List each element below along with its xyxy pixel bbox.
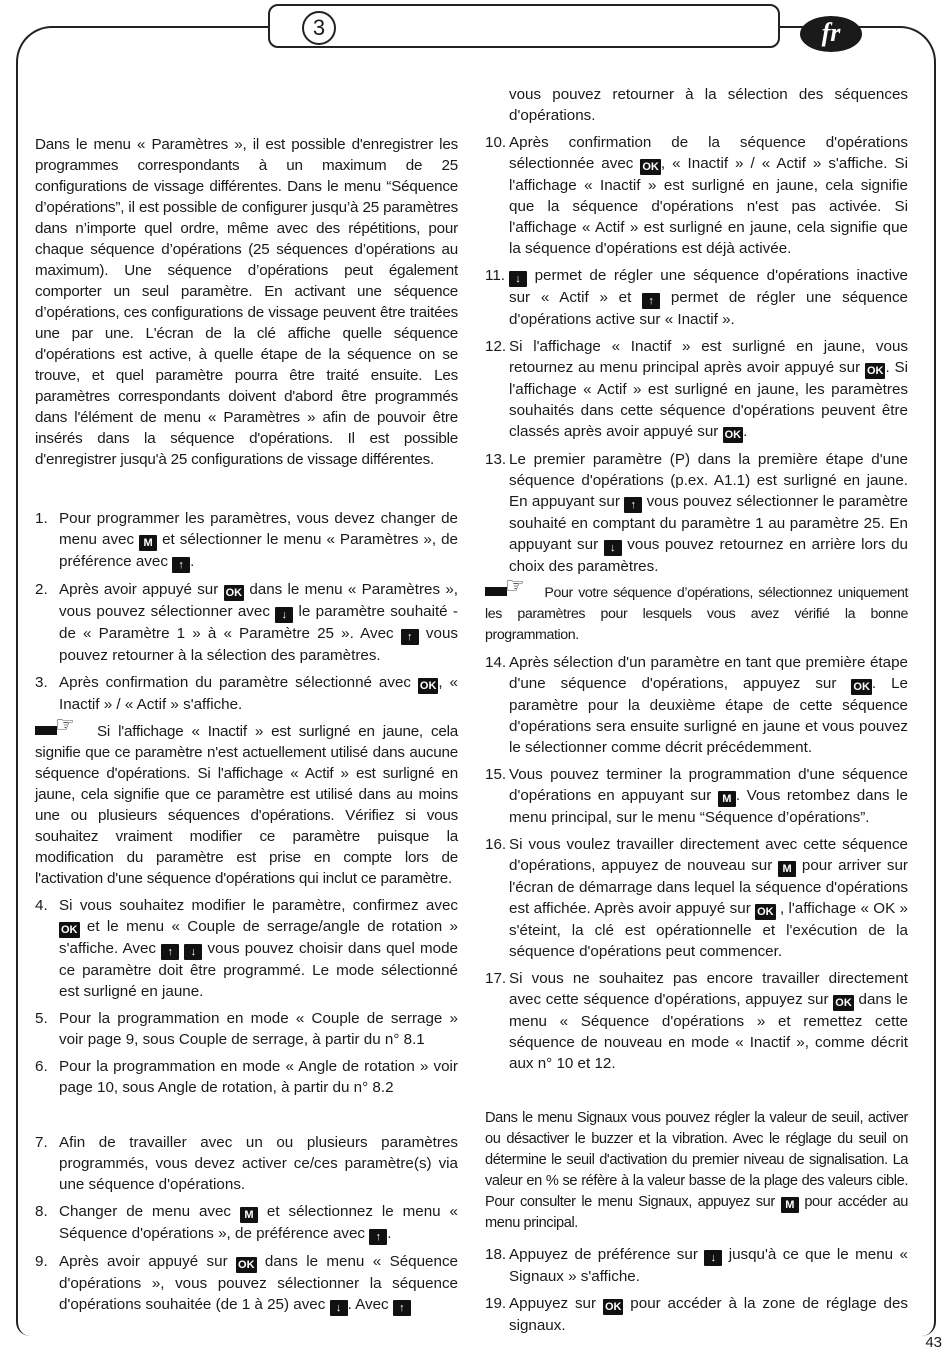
list-item: 16. Si vous voulez travailler directement avec cette séquence d'opérations, appuyez de nouveau sur M pour arriver sur l'écran de démarrage dans lequel la séquence d'opérations est affichée. Après avoir appuyé sur OK , l'affichage « OK » s'éteint, la clé est opérationnelle et l'exécution de la séquence d'opérations peut commencer. — [485, 836, 908, 960]
list-item: 11. ↓ permet de régler une séquence d'opérations inactive sur « Actif » et ↑ permet de régler une séquence d'opérations active sur « Inactif ». — [485, 267, 908, 328]
list-item: 12. Si l'affichage « Inactif » est surligné en jaune, vous retournez au menu principal après avoir appuyé sur OK . Si l'affichage « Actif » est surligné en jaune, les paramètres souhaités dans cette séquence d'opérations peuvent être classés après avoir appuyé sur OK . — [485, 338, 908, 441]
ok-key-icon: OK — [642, 161, 659, 173]
list-item: 2. Après avoir appuyé sur OK dans le menu « Paramètres », vous pouvez sélectionner avec ↓ le paramètre souhaité - de « Paramètre 1 » à « Paramètre 25 ». Avec ↑ vous pouvez retourner à la sélection des paramètres. — [35, 581, 459, 664]
intro-paragraph: Dans le menu « Paramètres », il est possible d'enregistrer les programmes correspondants à un maximum de 25 configurations de vissage différentes. Dans le menu “Séquence d’opérations”, il est possible de configurer jusqu’à 25 paramètres dans n’importe quel ordre, même avec des répétitions, pour chaque séquence d’opérations (25 séquences d’opérations au maximum). Une séquence d’opérations peut également comporter un seul paramètre. En activant une séquence d’opérations, ces configurations de vissage peuvent être traitées une par une. L'écran de la clé affiche quelle séquence d'opérations est active, à quelle étape de la séquence on se trouve, et quel paramètre pourra être traité ensuite. Les paramètres correspondants doivent d'abord être programmés dans l'élément de menu « Paramètres » afin de pouvoir être insérés dans la séquence d'opérations. Il est possible d'enregistrer jusqu'à 25 configurations de vissage différentes. — [35, 136, 458, 468]
arrow-down-icon: ↓ — [704, 1250, 722, 1266]
list-item: 14. Après sélection d'un paramètre en tant que première étape d'une séquence d'opérations, appuyez sur OK . Le paramètre pour la deuxième étape de cette séquence d'opérations sera ensuite surligné en jaune et vous pouvez le sélectionner comme décrit précédemment. — [485, 654, 908, 756]
note-paragraph: ☞ Si l'affichage « Inactif » est surligné en jaune, cela signifie que ce paramètre n'est actuellement utilisé dans aucune séquence d'opérations. Si l'affichage « Actif » est surligné en jaune, cela signifie que ce paramètre est utilisé dans au moins une ou plusieurs séquences d'opérations. Vérifiez si vous souhaitez vraiment modifier ce paramètre puisque la modification du paramètre est prise en compte lors de l'activation d'une séquence d'opérations qui inclut ce paramètre. — [35, 721, 458, 889]
ok-key-icon: OK — [61, 924, 78, 936]
list-item: 17. Si vous ne souhaitez pas encore travailler directement avec cette séquence d'opérations, appuyez sur OK dans le menu « Séquence d'opérations » et remettez cette séquence de nouveau en mode « Inactif », comme décrit aux n° 10 et 12. — [485, 970, 908, 1072]
ok-key-icon: OK — [604, 1301, 622, 1313]
arrow-up-icon: ↑ — [369, 1229, 387, 1245]
ok-key-icon: OK — [757, 906, 774, 918]
arrow-down-icon: ↓ — [604, 540, 622, 556]
right-column — [485, 84, 908, 1342]
header-tab — [268, 4, 780, 48]
list-item: 8. Changer de menu avec M et sélectionnez le menu « Séquence d'opérations », de préférence avec ↑ . — [35, 1203, 458, 1243]
arrow-down-icon: ↓ — [509, 271, 527, 287]
ok-key-icon: OK — [866, 365, 884, 377]
menu-key-icon: M — [139, 535, 157, 551]
list-item: 13. Le premier paramètre (P) dans la première étape d'une séquence d'opérations (p.ex. A1.1) est surligné en jaune. En appuyant sur ↑ vous pouvez sélectionner le paramètre souhaité en comptant du paramètre 1 au paramètre 25. En appuyant sur ↓ vous pouvez retournez en arrière lors du choix des paramètres. — [485, 451, 908, 575]
ok-key-icon: OK — [225, 587, 243, 599]
hand-pointer-icon — [485, 583, 539, 597]
arrow-up-icon: ↑ — [393, 1300, 411, 1316]
language-badge: fr — [800, 16, 862, 52]
ok-key-icon: OK — [419, 680, 437, 692]
arrow-up-icon: ↑ — [172, 557, 190, 573]
list-item: 10. Après confirmation de la séquence d'opérations sélectionnée avec OK , « Inactif » / « Actif » s'affiche. Si l'affichage « Inactif » est surligné en jaune, cela signifie que la séquence d'opérations n'est pas activée. Si l'affichage « Actif » est surligné en jaune, cela signifie que la séquence d'opérations est déjà activée. — [485, 134, 909, 257]
note-paragraph: ☞ Pour votre séquence d’opérations, sélectionnez uniquement les paramètres pour lesquels vous avez vérifié la bonne programmation. — [485, 583, 908, 646]
list-item: 19. Appuyez sur OK pour accéder à la zone de réglage des signaux. — [485, 1295, 908, 1334]
arrow-down-icon: ↓ — [330, 1300, 348, 1316]
list-item: 7. Afin de travailler avec un ou plusieurs paramètres programmés, vous devez activer ce/ces paramètre(s) via une séquence d'opérations. — [35, 1134, 458, 1193]
signaux-paragraph: Dans le menu Signaux vous pouvez régler la valeur de seuil, activer ou désactiver le buzzer et la vibration. Avec le réglage du seuil on détermine le seuil d'activation du premier niveau de signalisation. La valeur en % se réfère à la valeur basse de la plage des valeurs cible. Pour consulter le menu Signaux, appuyez sur M pour accéder au menu principal. — [485, 1110, 908, 1231]
arrow-up-icon: ↑ — [642, 293, 660, 309]
arrow-up-icon: ↑ — [161, 944, 179, 960]
arrow-up-icon: ↑ — [401, 629, 419, 645]
list-item: 5. Pour la programmation en mode « Couple de serrage » voir page 9, sous Couple de serrage, à partir du n° 8.1 — [35, 1010, 458, 1048]
ok-key-icon: OK — [835, 997, 852, 1009]
hand-pointer-icon — [35, 722, 89, 736]
list-item: 15. Vous pouvez terminer la programmation d'une séquence d'opérations en appuyant sur M . Vous retombez dans le menu principal, sur le menu “Séquence d’opérations”. — [485, 766, 908, 826]
menu-key-icon: M — [778, 861, 796, 877]
arrow-down-icon: ↓ — [275, 607, 293, 623]
left-column — [35, 134, 458, 1322]
page-number: 43 — [925, 1334, 942, 1351]
list-item: 4. Si vous souhaitez modifier le paramètre, confirmez avec OK et le menu « Couple de serrage/angle de rotation » s'affiche. Avec ↑ ↓ vous pouvez choisir dans quel mode ce paramètre doit être programmé. Le mode sélectionné est surligné en jaune. — [35, 897, 458, 1000]
ok-key-icon: OK — [724, 429, 742, 441]
ok-key-icon: OK — [853, 681, 870, 693]
arrow-down-icon: ↓ — [184, 944, 202, 960]
list-item: 3. Après confirmation du paramètre sélectionné avec OK , « Inactif » / « Actif » s'affiche. — [35, 674, 459, 713]
list-item-continuation: vous pouvez retourner à la sélection des séquences d'opérations. — [509, 86, 908, 124]
list-item: 9. Après avoir appuyé sur OK dans le menu « Séquence d'opérations », vous pouvez sélectionner la séquence d'opérations souhaitée (de 1 à 25) avec ↓ . Avec ↑ — [35, 1253, 458, 1314]
list-item: 1. Pour programmer les paramètres, vous devez changer de menu avec M et sélectionner le menu « Paramètres », de préférence avec ↑ . — [35, 510, 458, 571]
menu-key-icon: M — [240, 1207, 258, 1223]
section-number: 3 — [302, 11, 336, 45]
menu-key-icon: M — [781, 1197, 799, 1213]
ok-key-icon: OK — [238, 1259, 255, 1271]
list-item: 6. Pour la programmation en mode « Angle de rotation » voir page 10, sous Angle de rotation, à partir du n° 8.2 — [35, 1058, 458, 1096]
arrow-up-icon: ↑ — [624, 497, 642, 513]
list-item: 18. Appuyez de préférence sur ↓ jusqu'à ce que le menu « Signaux » s'affiche. — [485, 1246, 908, 1285]
menu-key-icon: M — [718, 791, 736, 807]
